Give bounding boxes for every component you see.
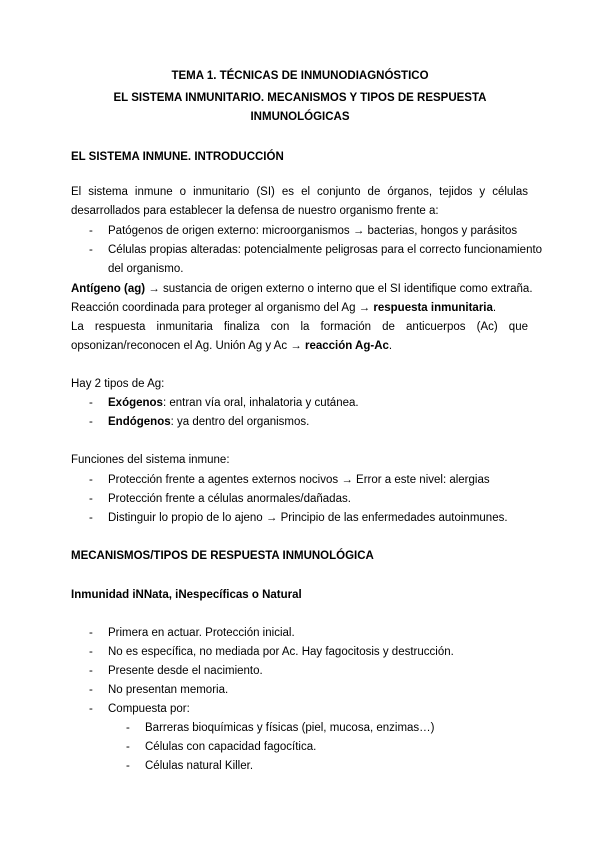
response-line1: La respuesta inmunitaria finaliza con la formación de anticuerpos (Ac) que <box>71 321 528 333</box>
bullet-dash: - <box>126 760 130 772</box>
types-exogenous <box>108 397 359 409</box>
types-intro: Hay 2 tipos de Ag: <box>71 378 165 390</box>
bullet-dash: - <box>89 416 93 428</box>
intro-bullet-2-cont: del organismo. <box>108 263 184 275</box>
doc-title-line2: EL SISTEMA INMUNITARIO. MECANISMOS Y TIPOS DE RESPUESTA <box>113 92 487 104</box>
exogenous-text: : entran vía oral, inhalatoria y cutánea. <box>162 397 359 409</box>
reaction-text: Reacción coordinada para proteger al organismo del Ag → <box>71 302 374 314</box>
intro-bullet-2: Células propias alteradas: potencialmente peligrosas para el correcto funcionamiento <box>108 244 543 256</box>
innate-item-2: No es específica, no mediada por Ac. Hay fagocitosis y destrucción. <box>108 646 454 658</box>
bullet-dash: - <box>89 665 93 677</box>
intro-paragraph-line1: El sistema inmune o inmunitario (SI) es el conjunto de órganos, tejidos y células <box>71 186 528 198</box>
innate-item-5: Compuesta por: <box>108 703 190 715</box>
section-heading-intro: EL SISTEMA INMUNE. INTRODUCCIÓN <box>71 151 284 163</box>
functions-item-2: Protección frente a células anormales/dañadas. <box>108 493 351 505</box>
endogenous-term: Endógenos <box>108 416 171 428</box>
antigen-text: → sustancia de origen externo o interno que el SI identifique como extraña. <box>145 283 533 295</box>
bullet-dash: - <box>89 684 93 696</box>
section-heading-mechanisms: MECANISMOS/TIPOS DE RESPUESTA INMUNOLÓGICA <box>71 550 374 562</box>
subheading-innate: Inmunidad iNNata, iNespecíficas o Natural <box>71 589 302 601</box>
bullet-dash: - <box>89 703 93 715</box>
bullet-dash: - <box>89 397 93 409</box>
intro-paragraph-line2: desarrollados para establecer la defensa de nuestro organismo frente a: <box>71 205 439 217</box>
functions-item-3: Distinguir lo propio de lo ajeno → Principio de las enfermedades autoinmunes. <box>108 512 508 524</box>
functions-intro: Funciones del sistema inmune: <box>71 454 230 466</box>
reaction-end: . <box>492 302 497 314</box>
antigen-definition <box>71 283 533 295</box>
response-term: reacción Ag-Ac <box>304 340 389 352</box>
innate-item-3: Presente desde el nacimiento. <box>108 665 263 677</box>
innate-subitem-3: Células natural Killer. <box>145 760 254 772</box>
response-end: . <box>388 340 393 352</box>
bullet-dash: - <box>89 493 93 505</box>
bullet-dash: - <box>89 627 93 639</box>
intro-bullet-1: Patógenos de origen externo: microorganismos → bacterias, hongos y parásitos <box>108 225 518 237</box>
bullet-dash: - <box>126 741 130 753</box>
bullet-dash: - <box>89 474 93 486</box>
bullet-dash: - <box>89 244 93 256</box>
doc-title-line3: INMUNOLÓGICAS <box>250 111 350 123</box>
response-text: opsonizan/reconocen el Ag. Unión Ag y Ac → <box>71 340 305 352</box>
doc-title-line1: TEMA 1. TÉCNICAS DE INMUNODIAGNÓSTICO <box>171 70 429 82</box>
reaction-term: respuesta inmunitaria <box>373 302 493 314</box>
bullet-dash: - <box>126 722 130 734</box>
functions-item-1: Protección frente a agentes externos nocivos → Error a este nivel: alergias <box>108 474 490 486</box>
innate-item-1: Primera en actuar. Protección inicial. <box>108 627 295 639</box>
types-endogenous <box>108 416 309 428</box>
innate-item-4: No presentan memoria. <box>108 684 229 696</box>
bullet-dash: - <box>89 646 93 658</box>
bullet-dash: - <box>89 225 93 237</box>
innate-subitem-1: Barreras bioquímicas y físicas (piel, mucosa, enzimas…) <box>145 722 435 734</box>
reaction-line <box>71 302 496 314</box>
bullet-dash: - <box>89 512 93 524</box>
antigen-term: Antígeno (ag) <box>71 283 146 295</box>
response-line2 <box>71 340 392 352</box>
innate-subitem-2: Células con capacidad fagocítica. <box>145 741 317 753</box>
endogenous-text: : ya dentro del organismos. <box>170 416 310 428</box>
exogenous-term: Exógenos <box>108 397 163 409</box>
